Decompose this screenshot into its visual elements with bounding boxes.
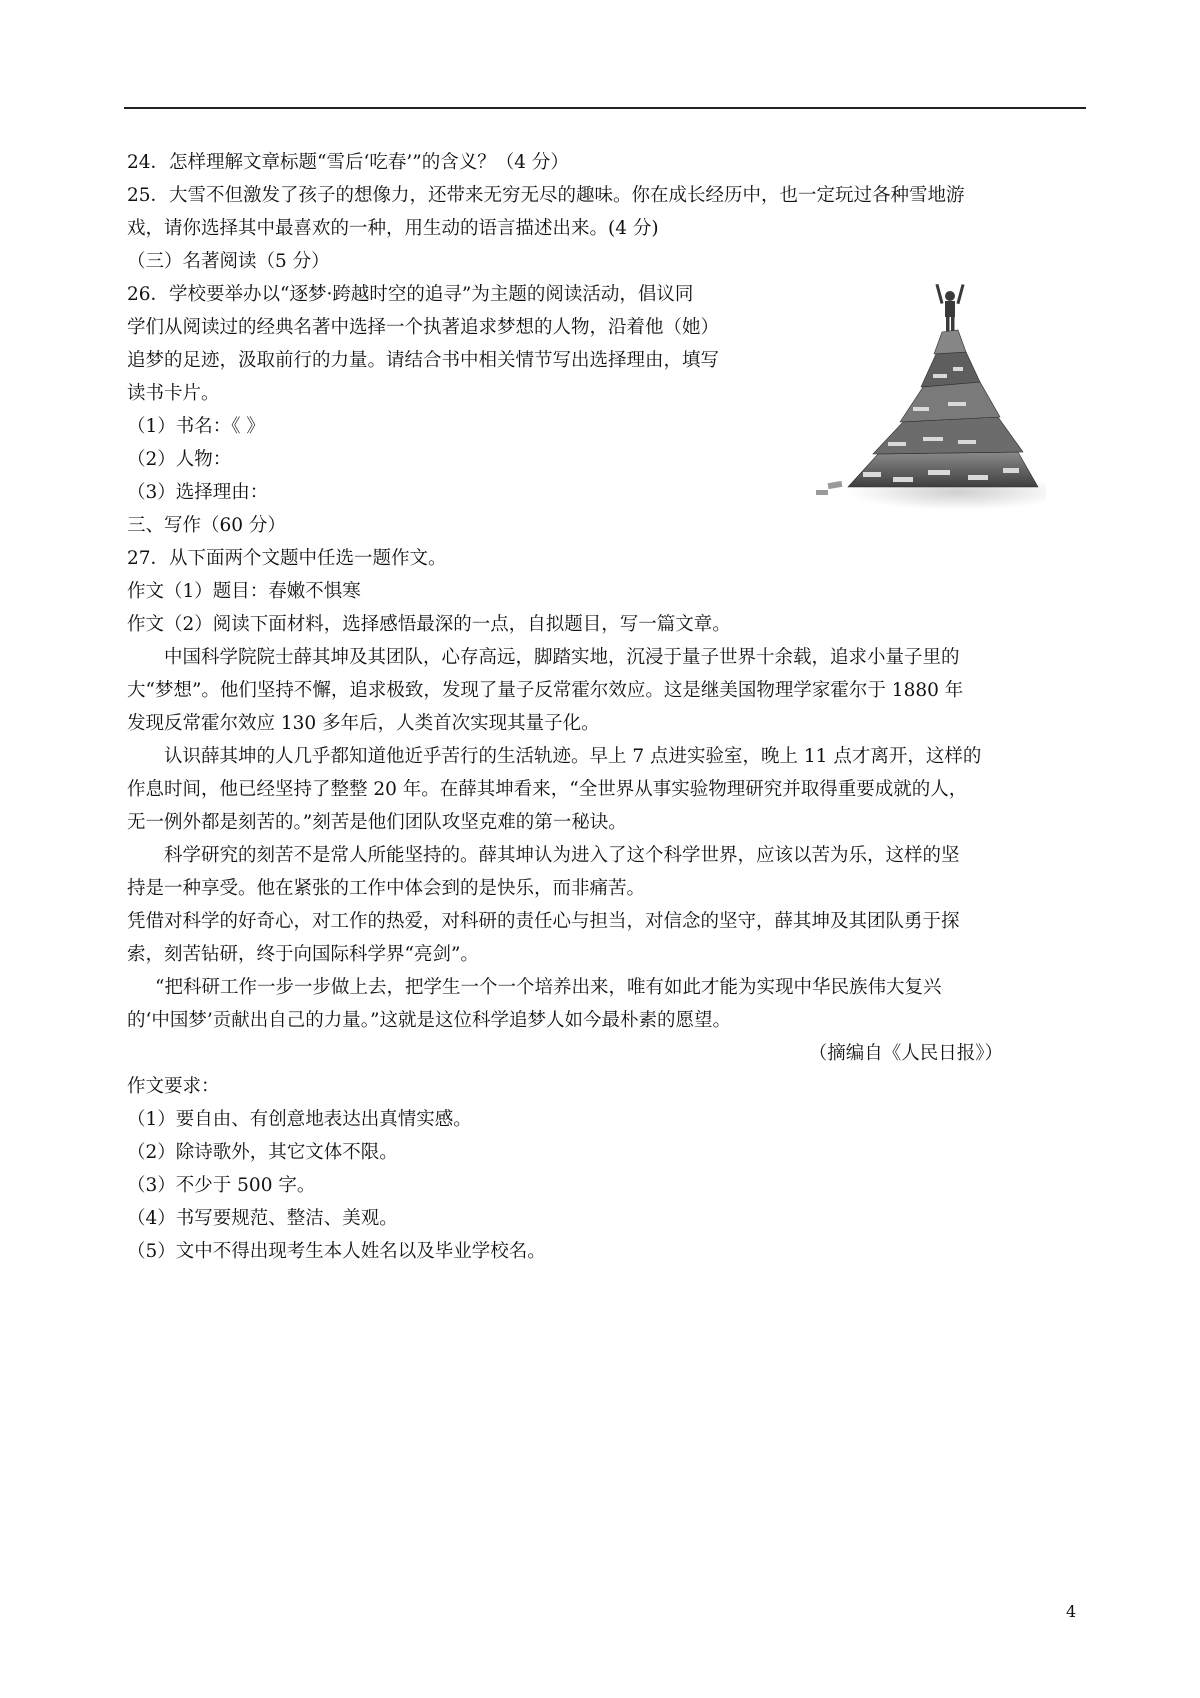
material-p3-line-2: 持是一种享受。他在紧张的工作中体会到的是快乐，而非痛苦。	[127, 878, 646, 899]
requirement-5: （5）文中不得出现考生本人姓名以及毕业学校名。	[127, 1241, 546, 1262]
question-24: 24．怎样理解文章标题“雪后‘吃春’”的含义？（4 分）	[127, 152, 569, 173]
material-p4-line-2: 索，刻苦钻研，终于向国际科学界“亮剑”。	[127, 944, 479, 965]
question-26-book-name: （1）书名：《 》	[127, 416, 265, 437]
requirement-4: （4）书写要规范、整洁、美观。	[127, 1208, 398, 1229]
material-p2-line-3: 无一例外都是刻苦的。”刻苦是他们团队攻坚克难的第一秘诀。	[127, 812, 627, 833]
material-source: （摘编自《人民日报》）	[808, 1043, 1003, 1064]
material-p4-line-1: 凭借对科学的好奇心，对工作的热爱，对科研的责任心与担当，对信念的坚守，薛其坤及其团队勇于探	[127, 911, 960, 932]
question-26-line-3: 追梦的足迹，汲取前行的力量。请结合书中相关情节写出选择理由，填写	[127, 350, 720, 371]
question-25-line-2: 戏，请你选择其中最喜欢的一种，用生动的语言描述出来。(4 分)	[127, 218, 659, 239]
question-26	[127, 278, 807, 509]
material-p2-line-1: 认识薛其坤的人几乎都知道他近乎苦行的生活轨迹。早上 7 点进实验室，晚上 11 点才离开，这样的	[164, 746, 982, 767]
question-26-line-2: 学们从阅读过的经典名著中选择一个执著追求梦想的人物，沿着他（她）	[127, 317, 720, 338]
material-p1-line-3: 发现反常霍尔效应 130 多年后，人类首次实现其量子化。	[127, 713, 600, 734]
question-26-reason: （3）选择理由：	[127, 482, 269, 503]
essay-option-2: 作文（2）阅读下面材料，选择感悟最深的一点，自拟题目，写一篇文章。	[127, 614, 731, 635]
material-p2-line-2: 作息时间，他已经坚持了整整 20 年。在薛其坤看来，“全世界从事实验物理研究并取得重要成就的人，	[127, 779, 968, 800]
question-25-line-1: 25．大雪不但激发了孩子的想像力，还带来无穷无尽的趣味。你在成长经历中，也一定玩过各种雪地游	[127, 185, 965, 206]
material-p5-line-1: “把科研工作一步一步做上去，把学生一个一个培养出来，唯有如此才能为实现中华民族伟大复兴	[155, 977, 942, 998]
section-3-title: （三）名著阅读（5 分）	[127, 251, 330, 272]
material-p1-line-2: 大“梦想”。他们坚持不懈，追求极致，发现了量子反常霍尔效应。这是继美国物理学家霍尔于 1880 年	[127, 680, 964, 701]
essay-option-1: 作文（1）题目：春嫩不惧寒	[127, 581, 361, 602]
page-number: 4	[1066, 1602, 1077, 1621]
book-pile-illustration	[808, 282, 1046, 514]
header-rule	[124, 107, 1086, 109]
requirements-title: 作文要求：	[127, 1076, 220, 1097]
material-p1-line-1: 中国科学院院士薛其坤及其团队，心存高远，脚踏实地，沉浸于量子世界十余载，追求小量子里的	[164, 647, 960, 668]
material-p5-line-2: 的‘中国梦’贡献出自己的力量。”这就是这位科学追梦人如今最朴素的愿望。	[127, 1010, 731, 1031]
writing-section-title: 三、写作（60 分）	[127, 515, 286, 536]
question-26-line-4: 读书卡片。	[127, 383, 220, 404]
requirement-3: （3）不少于 500 字。	[127, 1175, 316, 1196]
requirement-1: （1）要自由、有创意地表达出真情实感。	[127, 1109, 472, 1130]
material-p3-line-1: 科学研究的刻苦不是常人所能坚持的。薛其坤认为进入了这个科学世界，应该以苦为乐，这样的坚	[164, 845, 960, 866]
question-26-line-1: 26．学校要举办以“逐梦·跨越时空的追寻”为主题的阅读活动，倡议同	[127, 284, 694, 305]
requirement-2: （2）除诗歌外，其它文体不限。	[127, 1142, 398, 1163]
question-26-character: （2）人物：	[127, 449, 232, 470]
question-27: 27．从下面两个文题中任选一题作文。	[127, 548, 447, 569]
